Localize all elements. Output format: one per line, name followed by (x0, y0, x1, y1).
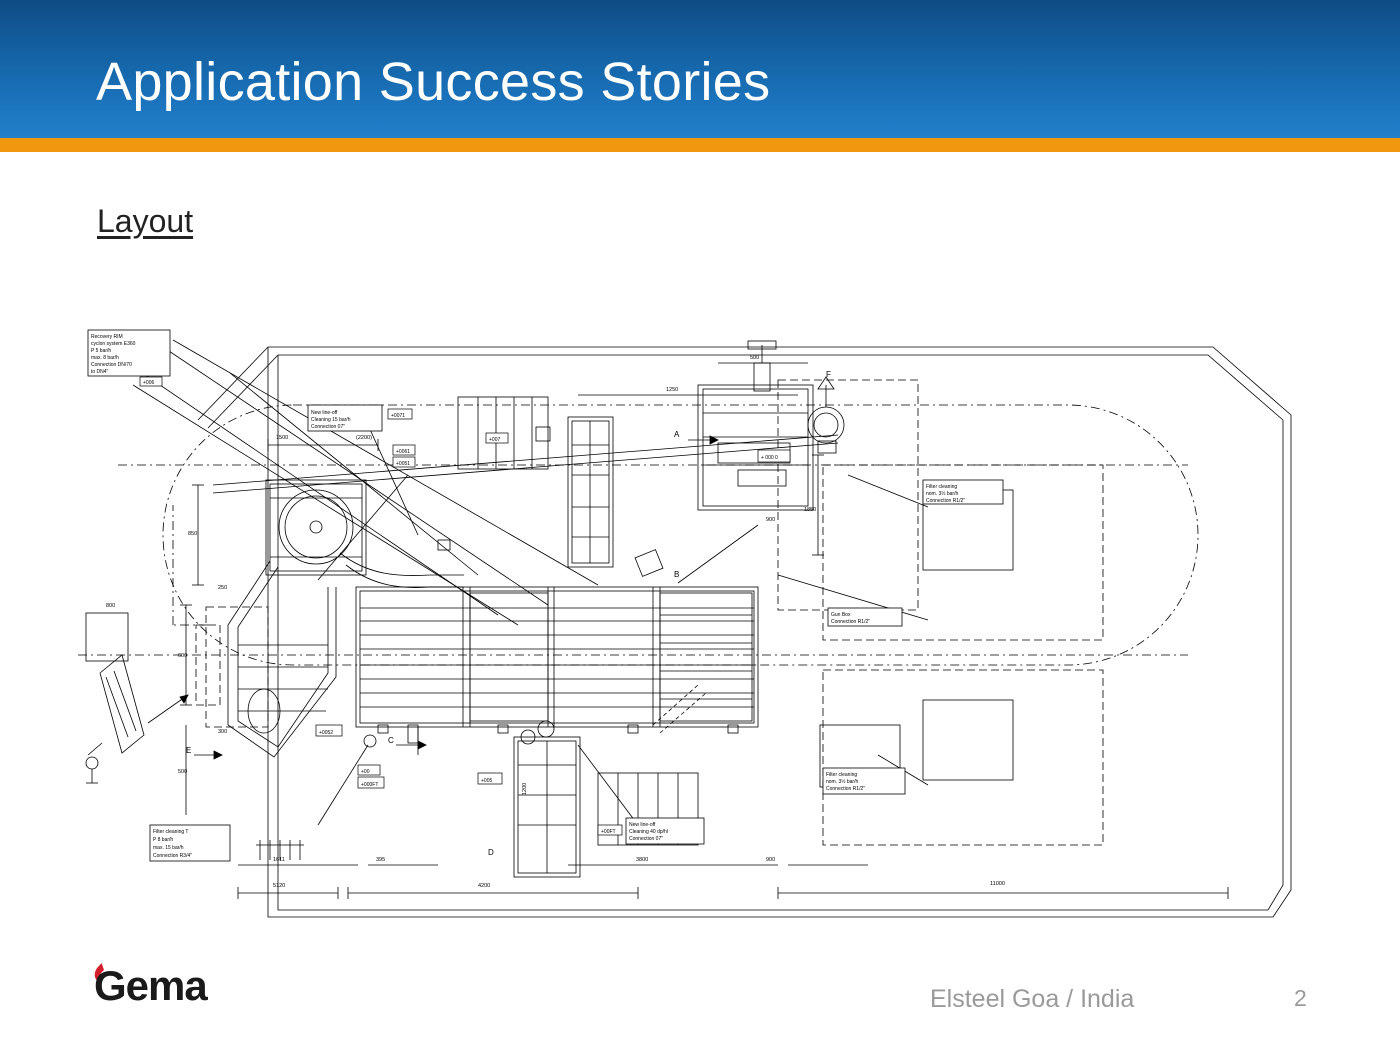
svg-text:F: F (826, 370, 831, 379)
svg-text:Connection R3/4": Connection R3/4" (153, 853, 193, 859)
svg-text:Cleaning 15 bar/h: Cleaning 15 bar/h (311, 417, 351, 423)
svg-text:+00FT: +00FT (601, 829, 616, 835)
svg-text:cyclon system E360: cyclon system E360 (91, 341, 136, 347)
svg-text:New line-off: New line-off (629, 822, 656, 828)
svg-text:C: C (388, 736, 394, 745)
svg-text:+000FT: +000FT (361, 782, 379, 788)
section-subtitle: Layout (97, 203, 194, 239)
svg-text:Cleaning 40 dp/hl: Cleaning 40 dp/hl (629, 829, 668, 835)
svg-text:nom. 3½ bar/h: nom. 3½ bar/h (926, 491, 959, 497)
svg-text:Connection 07": Connection 07" (629, 836, 664, 842)
svg-text:(2200): (2200) (356, 435, 372, 441)
svg-text:Connection R1/2": Connection R1/2" (926, 498, 966, 504)
svg-text:Filter cleaning T: Filter cleaning T (153, 829, 189, 835)
svg-text:850: 850 (188, 531, 198, 537)
svg-text:Connection 07": Connection 07" (311, 424, 346, 430)
svg-text:+0052: +0052 (319, 730, 334, 736)
svg-text:4200: 4200 (478, 883, 491, 889)
svg-text:900: 900 (766, 857, 776, 863)
svg-text:A: A (674, 430, 680, 439)
svg-text:1611: 1611 (273, 857, 285, 863)
svg-text:5120: 5120 (273, 883, 286, 889)
svg-text:nom. 3½ bar/h: nom. 3½ bar/h (826, 779, 859, 785)
slide-header (0, 0, 1400, 138)
svg-text:max. 15 bar/h: max. 15 bar/h (153, 845, 184, 851)
svg-text:to DN4": to DN4" (91, 369, 109, 375)
page-title: Application Success Stories (96, 52, 771, 112)
footer-caption: Elsteel Goa / India (930, 985, 1135, 1013)
svg-text:+0051: +0051 (396, 461, 411, 467)
svg-text:New line-off: New line-off (311, 410, 338, 416)
svg-text:11000: 11000 (990, 881, 1005, 887)
svg-text:395: 395 (376, 857, 386, 863)
svg-text:P 8 bar/h: P 8 bar/h (153, 837, 174, 843)
header-accent-bar (0, 138, 1400, 152)
svg-text:Connection DN/70: Connection DN/70 (91, 362, 132, 368)
svg-text:D: D (488, 848, 494, 857)
svg-text:500: 500 (178, 769, 188, 775)
svg-text:+0061: +0061 (396, 449, 411, 455)
svg-text:+0071: +0071 (391, 413, 406, 419)
svg-text:1850: 1850 (804, 507, 817, 513)
svg-text:+ 000 0: + 000 0 (761, 455, 778, 461)
gema-logo (88, 962, 223, 1013)
svg-text:+006: +006 (143, 380, 155, 386)
svg-text:max. 8 bar/h: max. 8 bar/h (91, 355, 119, 361)
svg-text:3800: 3800 (636, 857, 649, 863)
svg-text:Gun Box: Gun Box (831, 612, 851, 618)
svg-text:600: 600 (178, 653, 188, 659)
svg-text:B: B (674, 570, 680, 579)
svg-text:1500: 1500 (276, 435, 289, 441)
svg-text:Connection R1/2": Connection R1/2" (831, 619, 871, 625)
svg-text:500: 500 (750, 355, 760, 361)
svg-text:250: 250 (218, 585, 228, 591)
layout-drawing (78, 325, 1293, 945)
svg-text:+00: +00 (361, 769, 370, 775)
svg-text:E: E (186, 746, 192, 755)
svg-text:1250: 1250 (666, 387, 679, 393)
svg-text:P 5 bar/h: P 5 bar/h (91, 348, 112, 354)
svg-text:Filter cleaning: Filter cleaning (826, 772, 858, 778)
svg-text:Filter cleaning: Filter cleaning (926, 484, 958, 490)
gema-logo-text: Gema (94, 962, 207, 1009)
svg-text:900: 900 (766, 517, 776, 523)
page-number: 2 (1294, 985, 1307, 1011)
svg-text:+007: +007 (489, 437, 501, 443)
svg-text:800: 800 (106, 603, 116, 609)
svg-text:1200: 1200 (522, 782, 528, 795)
svg-text:+005: +005 (481, 778, 493, 784)
svg-text:Recovery RIM: Recovery RIM (91, 334, 123, 340)
svg-text:300: 300 (218, 729, 228, 735)
svg-text:Connection R1/2": Connection R1/2" (826, 786, 866, 792)
